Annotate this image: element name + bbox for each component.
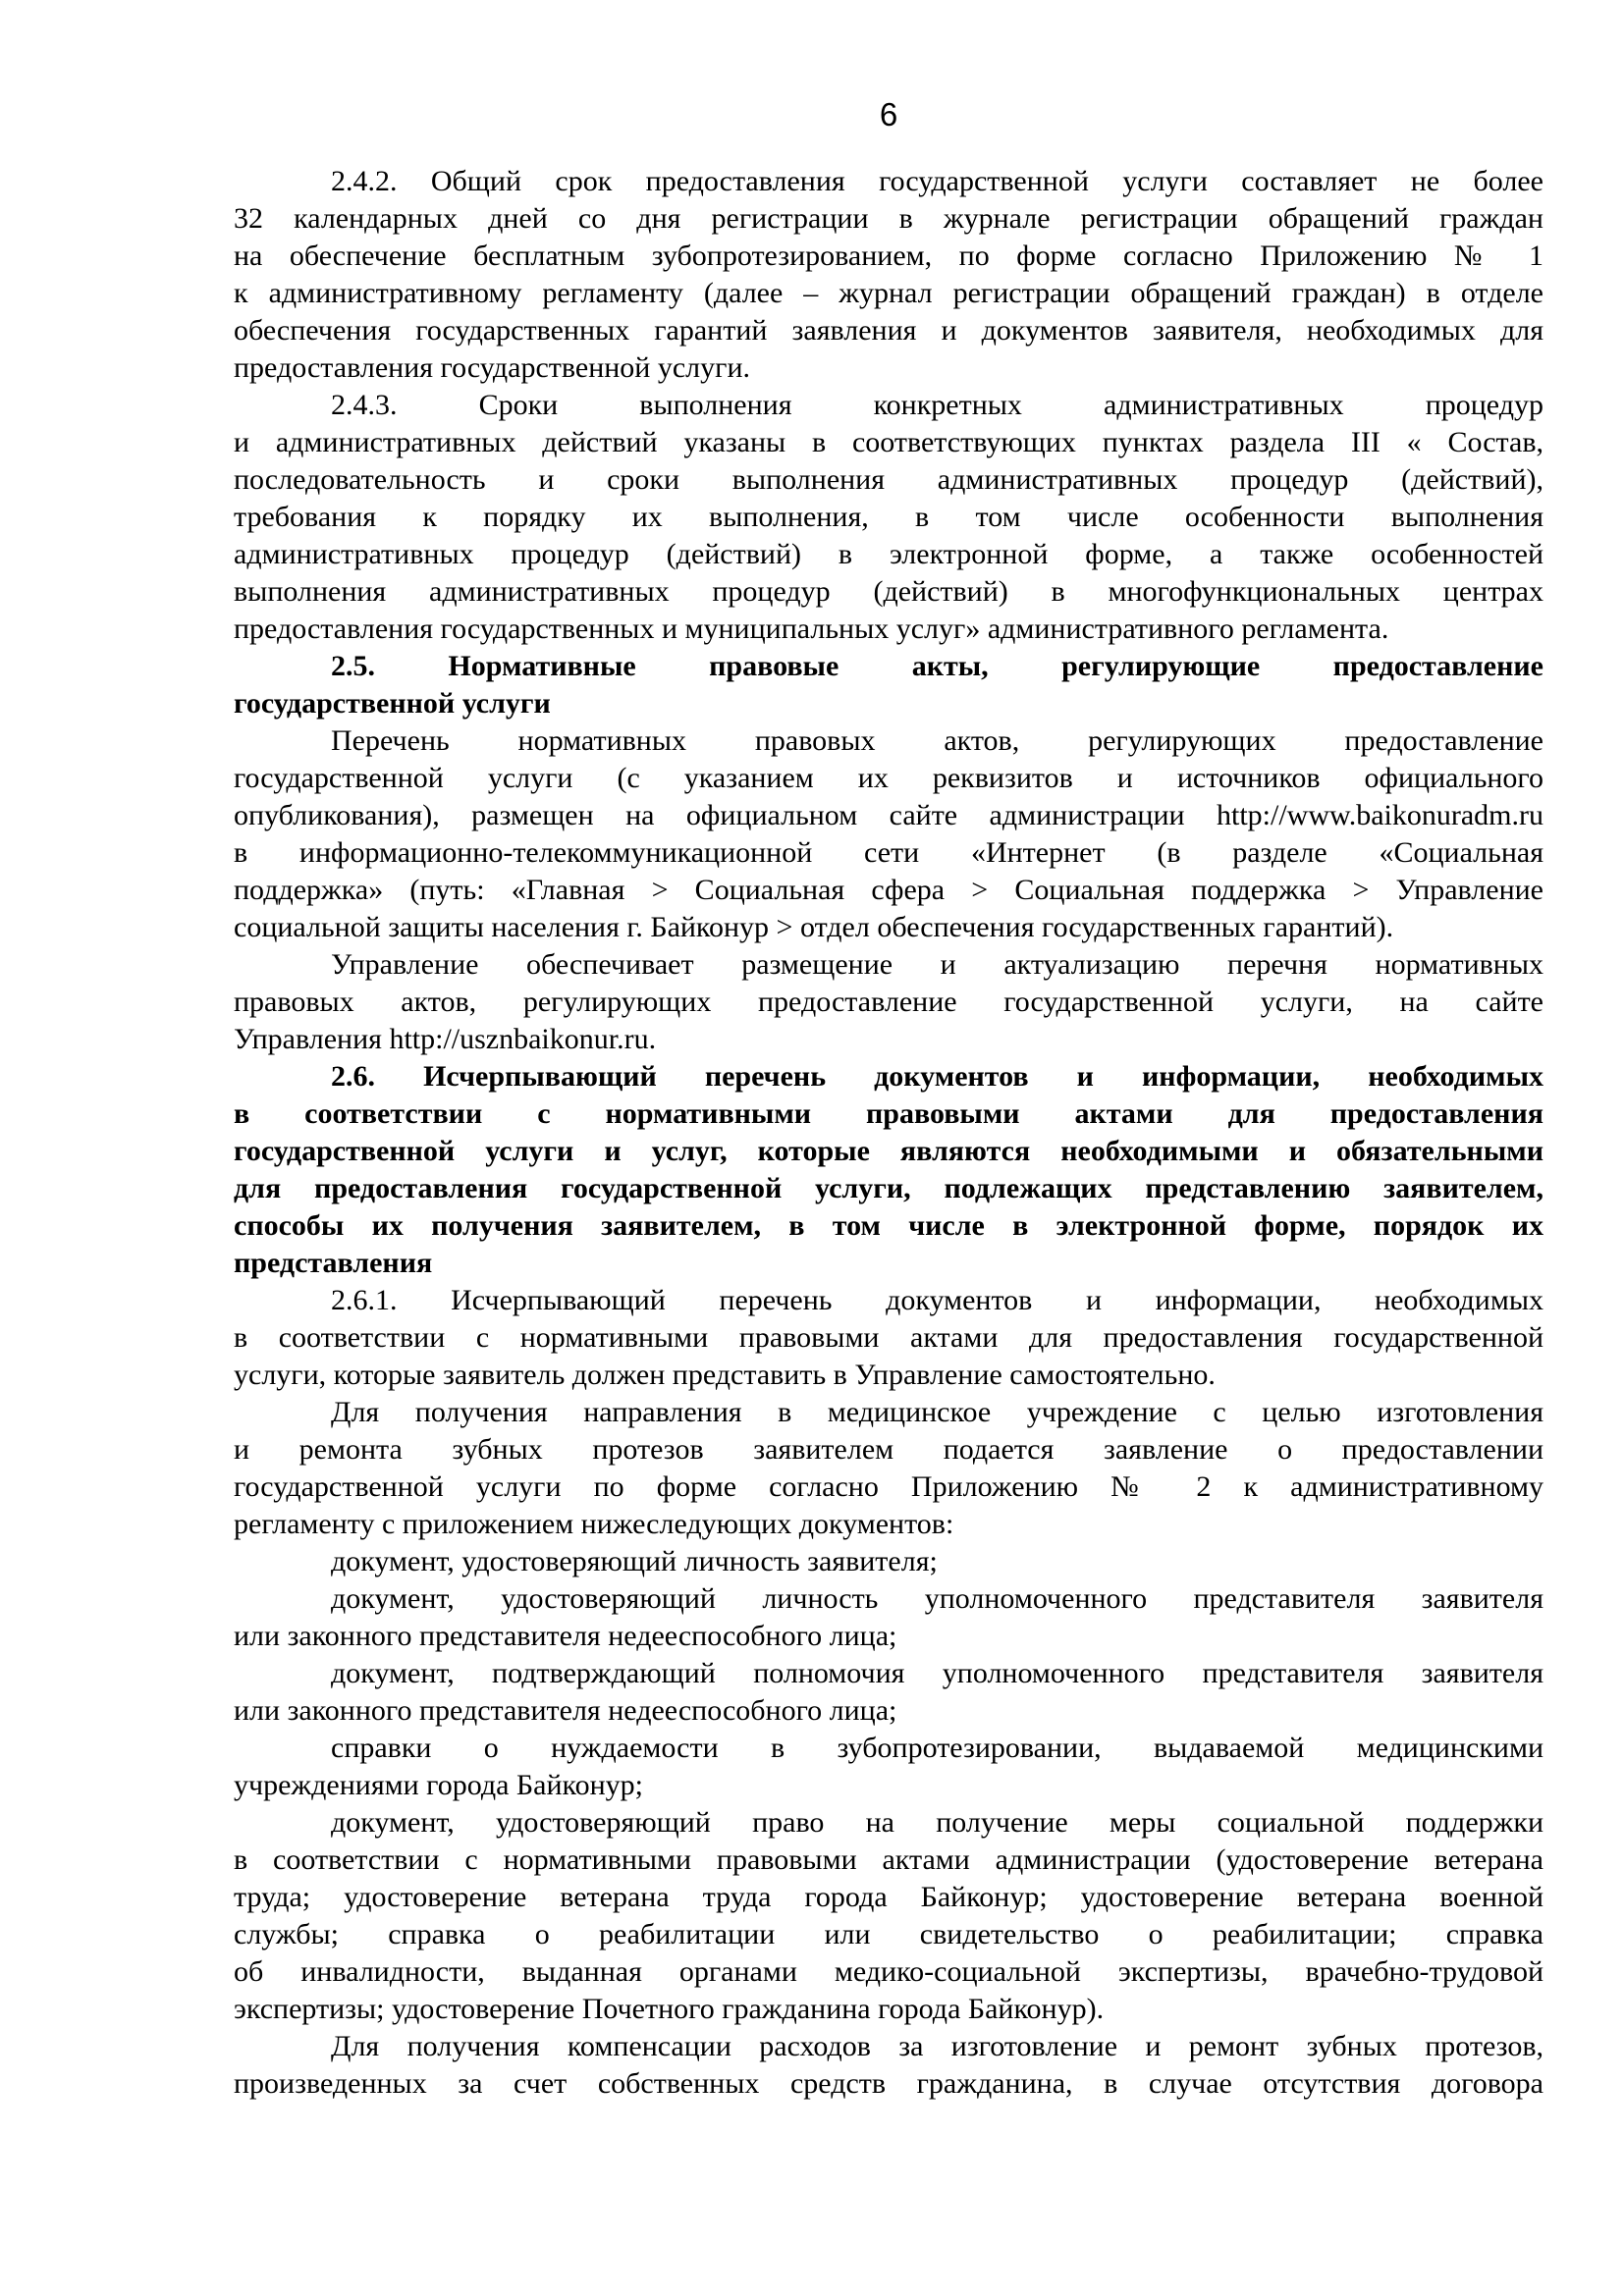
text-line: административных процедур (действий) в электронной форме, а также особенностей [234,538,1543,570]
text-line: регламенту с приложением нижеследующих документов: [234,1508,954,1540]
paragraph [234,1580,1543,1655]
page-number: 6 [879,96,898,133]
text-line: об инвалидности, выданная органами медико-социальной экспертизы, врачебно-трудовой [234,1955,1543,1988]
paragraph [234,1282,1543,1394]
paragraph [234,1730,1543,1804]
text-line: Для получения направления в медицинское учреждение с целью изготовления [331,1396,1543,1428]
text-line: Управления http://usznbaikonur.ru. [234,1023,657,1055]
text-line: документ, удостоверяющий личность уполномоченного представителя заявителя [331,1582,1543,1615]
text-line: поддержка» (путь: «Главная > Социальная сфера > Социальная поддержка > Управление [234,874,1543,906]
text-line: Перечень нормативных правовых актов, регулирующих предоставление [331,724,1543,757]
text-line: Для получения компенсации расходов за изготовление и ремонт зубных протезов, [331,2030,1543,2062]
text-line: предоставления государственных и муниципальных услуг» административного регламента. [234,613,1389,645]
document-body [234,163,1543,2103]
text-line: в информационно-телекоммуникационной сети «Интернет (в разделе «Социальная [234,836,1543,869]
text-line: требования к порядку их выполнения, в том числе особенности выполнения [234,501,1543,533]
text-line: 2.6. Исчерпывающий перечень документов и информации, необходимых [331,1060,1543,1093]
paragraph [234,163,1543,387]
text-line: или законного представителя недееспособного лица; [234,1694,897,1727]
text-line: и ремонта зубных протезов заявителем подается заявление о предоставлении [234,1433,1543,1466]
text-line: правовых актов, регулирующих предоставление государственной услуги, на сайте [234,986,1543,1018]
text-line: выполнения административных процедур (действий) в многофункциональных центрах [234,575,1543,608]
text-line: Управление обеспечивает размещение и актуализацию перечня нормативных [331,948,1543,981]
text-line: предоставления государственной услуги. [234,351,751,384]
text-line: учреждениями города Байконур; [234,1769,643,1801]
text-line: экспертизы; удостоверение Почетного гражданина города Байконур). [234,1993,1105,2025]
text-line: труда; удостоверение ветерана труда города Байконур; удостоверение ветерана военной [234,1881,1543,1913]
text-line: государственной услуги и услуг, которые являются необходимыми и обязательными [234,1135,1543,1167]
text-line: в соответствии с нормативными правовыми актами администрации (удостоверение ветерана [234,1843,1543,1876]
text-line: и административных действий указаны в соответствующих пунктах раздела III « Состав, [234,426,1543,458]
section-heading [234,1058,1543,1282]
text-line: в соответствии с нормативными правовыми актами для предоставления государственной [234,1321,1543,1354]
section-heading [234,648,1543,722]
text-line: представления [234,1247,433,1279]
text-line: государственной услуги по форме согласно Приложению № 2 к административному [234,1470,1543,1503]
text-line: социальной защиты населения г. Байконур > отдел обеспечения государственных гарантий). [234,911,1394,943]
text-line: опубликования), размещен на официальном сайте администрации http://www.baikonuradm.ru [234,799,1543,831]
paragraph [234,387,1543,648]
text-line: способы их получения заявителем, в том числе в электронной форме, порядок их [234,1209,1543,1242]
text-line: 2.5. Нормативные правовые акты, регулирующие предоставление [331,650,1543,682]
text-line: 32 календарных дней со дня регистрации в журнале регистрации обращений граждан [234,202,1543,235]
text-line: произведенных за счет собственных средств гражданина, в случае отсутствия договора [234,2067,1543,2100]
paragraph [234,722,1543,946]
text-line: 2.6.1. Исчерпывающий перечень документов и информации, необходимых [331,1284,1543,1316]
text-line: 2.4.2. Общий срок предоставления государственной услуги составляет не более [331,165,1543,197]
text-line: государственной услуги (с указанием их реквизитов и источников официального [234,762,1543,794]
text-line: справки о нуждаемости в зубопротезировании, выдаваемой медицинскими [331,1732,1543,1764]
text-line: или законного представителя недееспособного лица; [234,1620,897,1652]
text-line: услуги, которые заявитель должен представить в Управление самостоятельно. [234,1359,1216,1391]
paragraph [234,2028,1543,2103]
text-line: в соответствии с нормативными правовыми актами для предоставления [234,1097,1543,1130]
text-line: службы; справка о реабилитации или свидетельство о реабилитации; справка [234,1918,1543,1950]
text-line: 2.4.3. Сроки выполнения конкретных административных процедур [331,389,1543,421]
paragraph [234,946,1543,1058]
text-line: обеспечения государственных гарантий заявления и документов заявителя, необходимых для [234,314,1543,347]
text-line: документ, удостоверяющий право на получение меры социальной поддержки [331,1806,1543,1839]
paragraph [234,1804,1543,2028]
text-line: последовательность и сроки выполнения административных процедур (действий), [234,463,1543,496]
text-line: документ, подтверждающий полномочия уполномоченного представителя заявителя [331,1657,1543,1689]
paragraph [234,1394,1543,1543]
text-line: к административному регламенту (далее – журнал регистрации обращений граждан) в отделе [234,277,1543,309]
paragraph [234,1655,1543,1730]
text-line: для предоставления государственной услуги, подлежащих представлению заявителем, [234,1172,1543,1204]
paragraph [234,1543,1543,1580]
text-line: документ, удостоверяющий личность заявителя; [331,1545,938,1577]
text-line: государственной услуги [234,687,551,720]
text-line: на обеспечение бесплатным зубопротезированием, по форме согласно Приложению № 1 [234,240,1543,272]
